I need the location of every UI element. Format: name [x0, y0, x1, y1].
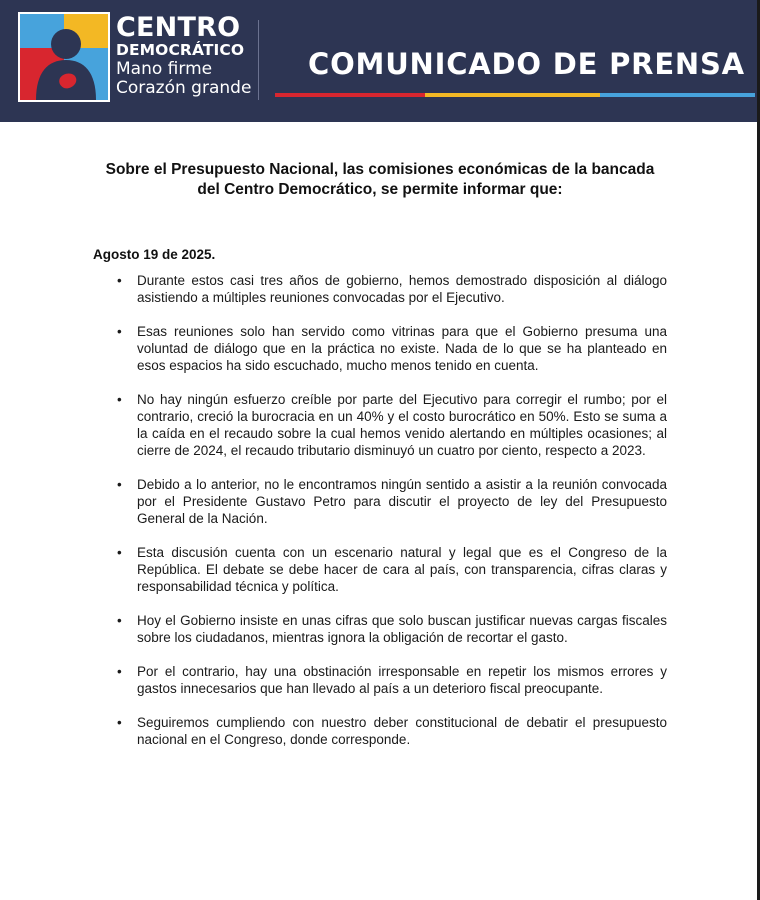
document-heading — [70, 160, 690, 200]
brand-name: CENTRO — [116, 12, 241, 43]
list-item — [93, 391, 667, 459]
brand-name-secondary: DEMOCRÁTICO — [116, 41, 245, 59]
bullet-icon: • — [117, 273, 122, 288]
bullet-icon: • — [117, 477, 122, 492]
list-item — [93, 476, 667, 527]
party-logo-icon — [20, 14, 108, 100]
list-item-text: Debido a lo anterior, no le encontramos ningún sentido a asistir a la reunión convocada por el Presidente Gustavo Petro para discutir el proyecto de ley del Presupuesto General de la Nación. — [137, 477, 667, 526]
brand-slogan-line1: Mano firme — [116, 59, 213, 79]
list-item-text: No hay ningún esfuerzo creíble por parte del Ejecutivo para corregir el rumbo; por el contrario, creció la burocracia en un 40% y el costo burocrático en 50%. Esto se suma a la caída en el recaudo sobre la cual hemos venido alertando en múltiples ocasiones; al cierre de 2024, el recaudo tributario disminuyó un cuatro por ciento, respecto a 2023. — [137, 392, 667, 458]
list-item-text: Por el contrario, hay una obstinación irresponsable en repetir los mismos errores y gastos innecesarios que han llevado al país a un deterioro fiscal preocupante. — [137, 664, 667, 696]
brand-block — [116, 14, 251, 98]
bullet-icon: • — [117, 613, 122, 628]
list-item-text: Hoy el Gobierno insiste en unas cifras que solo buscan justificar nuevas cargas fiscales sobre los ciudadanos, mientras ignora la obligación de recortar el gasto. — [137, 613, 667, 645]
list-item — [93, 544, 667, 595]
stripe-blue — [600, 93, 755, 97]
heading-line-1: Sobre el Presupuesto Nacional, las comisiones económicas de la bancada — [105, 161, 655, 178]
header-divider — [258, 20, 259, 100]
list-item-text: Seguiremos cumpliendo con nuestro deber constitucional de debatir el presupuesto nacional en el Congreso, donde corresponde. — [137, 715, 667, 747]
stripe-yellow — [425, 93, 600, 97]
list-item — [93, 612, 667, 646]
statement-list — [93, 272, 667, 748]
bullet-icon: • — [117, 324, 122, 339]
list-item-text: Durante estos casi tres años de gobierno, hemos demostrado disposición al diálogo asistiendo a múltiples reuniones convocadas por el Ejecutivo. — [137, 273, 667, 305]
bullet-icon: • — [117, 664, 122, 679]
bullet-icon: • — [117, 715, 122, 730]
brand-slogan-line2: Corazón grande — [116, 78, 252, 98]
document-date: Agosto 19 de 2025. — [93, 247, 216, 262]
list-item — [93, 663, 667, 697]
bullet-icon: • — [117, 545, 122, 560]
press-release-header — [0, 0, 760, 122]
list-item — [93, 272, 667, 306]
list-item — [93, 714, 667, 748]
list-item — [93, 323, 667, 374]
list-item-text: Esas reuniones solo han servido como vitrinas para que el Gobierno presuma una voluntad de diálogo que en la práctica no existe. Nada de lo que se ha planteado en esos espacios ha sido escuchado, mucho menos tenido en cuenta. — [137, 324, 667, 373]
party-logo — [18, 12, 110, 102]
press-release-title: COMUNICADO DE PRENSA — [308, 47, 745, 81]
heading-line-2: del Centro Democrático, se permite informar que: — [197, 181, 563, 198]
bullet-icon: • — [117, 392, 122, 407]
list-item-text: Esta discusión cuenta con un escenario natural y legal que es el Congreso de la República. El debate se debe hacer de cara al país, con transparencia, cifras claras y responsabilidad técnica y política. — [137, 545, 667, 594]
stripe-red — [275, 93, 425, 97]
